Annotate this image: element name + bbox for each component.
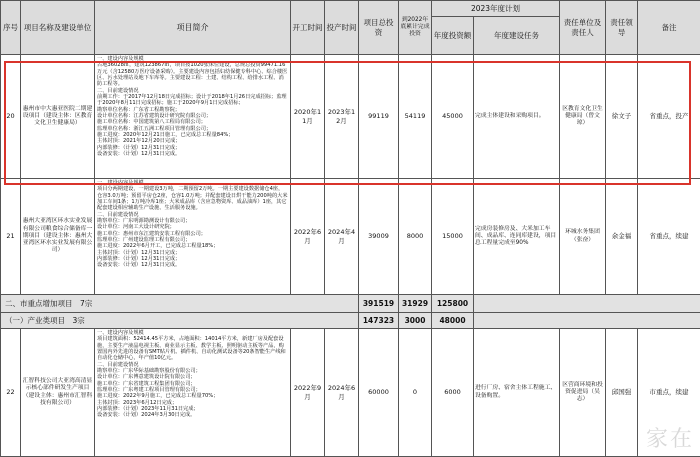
row-seq: 22 <box>1 329 21 457</box>
header-name: 项目名称及建设单位 <box>21 1 95 55</box>
row-intro: 一、建设内容及规模 项目建筑面积：52414.45平方米，占地面积：14014平方米，新建厂房及配套设施，主要生产液晶电视主板、商业显示主板、教学主板、照明驱动主板等产品，购置国内外先进的设备有SMT贴片机、插件机、自动化测试设备等20条智能生产线和自动化仓储中心，年产值10亿元。 二、目前建设情况 勘察单位：广东华际基础勘察股份有限公司； 设计单位：广东博意建筑设计院有限公司； 施工单位：广东省建筑工程集团有限公司； 监理单位：广东粤建工程项目管理有限公司； 施工进度：2022年9月施工，已完成总工程量70%； 主体封顶：2023年6月12日完成； 内部装修：（计划）2023年11月31日完成； 设备安装：（计划）2024年3月30日完成。 <box>95 329 291 457</box>
row-plan-task: 进行厂房、宿舍主体工程施工、设备购置。 <box>474 329 560 457</box>
row-plan-task: 完成房装修房及、大米加工车间、成品库、连同库建设，项目总工程量完成至90% <box>474 179 560 295</box>
row-unit: 区教育文化卫生健康局（曾文琼） <box>560 55 606 179</box>
header-plan-task: 年度建设任务 <box>474 17 560 55</box>
header-cum: 到2022年底累计完成投资 <box>399 1 432 55</box>
row-cum: 8000 <box>399 179 432 295</box>
row-name: 惠州市中大惠亚医院二期建设项目（建设主体：区教育文化卫生健康局） <box>21 55 95 179</box>
header-seq: 序号 <box>1 1 21 55</box>
row-total: 99119 <box>359 55 399 179</box>
row-unit: 区营商环境和投资促进局（吴志） <box>560 329 606 457</box>
row-plan-invest: 15000 <box>432 179 474 295</box>
row-unit: 环城水务集团（张奋） <box>560 179 606 295</box>
row-start: 2022年9月 <box>291 329 325 457</box>
row-finish: 2023年12月 <box>325 55 359 179</box>
row-start: 2020年11月 <box>291 55 325 179</box>
table-row <box>1 55 700 179</box>
section-plan: 48000 <box>432 313 474 329</box>
section-label: 二、市重点增加项目 7宗 <box>1 295 359 313</box>
header-start: 开工时间 <box>291 1 325 55</box>
row-total: 60000 <box>359 329 399 457</box>
section-row <box>1 295 700 313</box>
table-row <box>1 329 700 457</box>
row-cum: 54119 <box>399 55 432 179</box>
header-intro: 项目简介 <box>95 1 291 55</box>
header-total: 项目总投资 <box>359 1 399 55</box>
section-row <box>1 313 700 329</box>
row-intro: 一、建设内容及规模 占地36028㎡，建筑123867㎡，项目按1020张床位建设，总规总投资99471.16万元（含12580万医疗设备采购）。主要建设内容包括妇幼保健专科中心、综合楼医区、污水处理站及地下车库等。主要建设工程：土建、结构工程、给排水工程、消防工程等。 二、目前建设情况 前期工作：于2017年12月18日完成招标；设计于2018年1月26日完成招标；监理于2020年8月11日完成招标；施工于2020年9月1日完成招标； 勘察单位名称：广东省工程勘察院； 设计单位名称：江苏省建筑设计研究院有限公司； 施工单位名称：中国建筑第八工程局有限公司； 监理单位名称：浙江五洲工程项目管理有限公司； 施工进度：2020年12月21日施工，已完成总工程量84%； 主体封顶：2021年12月20日完成； 内部装修：（计划）12月31日完成； 设备安装：（计划）12月31日完成。 <box>95 55 291 179</box>
row-total: 39009 <box>359 179 399 295</box>
row-note: 省重点，续建 <box>638 179 700 295</box>
section-empty <box>474 313 700 329</box>
table-row <box>1 179 700 295</box>
header-finish: 投产时间 <box>325 1 359 55</box>
section-total: 147323 <box>359 313 399 329</box>
row-finish: 2024年6月 <box>325 329 359 457</box>
row-leader: 徐文子 <box>606 55 638 179</box>
row-name: 汇智科技公司大亚湾高清显示核心部件研发生产项目（建设主体：惠州市汇智科技有限公司） <box>21 329 95 457</box>
header-unit: 责任单位及责任人 <box>560 1 606 55</box>
watermark: 家在 <box>645 427 694 452</box>
row-cum: 0 <box>399 329 432 457</box>
row-finish: 2024年4月 <box>325 179 359 295</box>
section-total: 391519 <box>359 295 399 313</box>
row-note: 省重点，投产 <box>638 55 700 179</box>
row-intro: 一、建设内容及规模 项目分两期建设，一期建设3万吨，二期预留2万吨。一期主要建设数据储仓4座，仓容3.0万吨；预留平房仓2座，仓容1.0万吨；并配套建设日烘干能力200吨的大米加工车间1条；1万吨冷库1座；大米成品库（含应急物资库、成品油库）1座，其它配套建设相应辅助生产设施、生活服务设施。 二、目前建设情况 勘察单位：广东明源勘测设计有限公司； 设计单位：河南工大设计研究院； 施工单位：惠州市东江建筑安装工程有限公司； 监理单位：广州建设监理工程有限公司； 施工进度：2022年6月开工，已完成总工程量18%； 主体封顶：（计划）12月31日完成； 内部装修：（计划）12月31日完成； 设备安装：（计划）12月31日完成。 <box>95 179 291 295</box>
row-seq: 21 <box>1 179 21 295</box>
header-leader: 责任领导 <box>606 1 638 55</box>
row-plan-invest: 45000 <box>432 55 474 179</box>
section-empty <box>474 295 700 313</box>
row-plan-invest: 6000 <box>432 329 474 457</box>
row-leader: 邱国强 <box>606 329 638 457</box>
header-note: 备注 <box>638 1 700 55</box>
row-start: 2022年6月 <box>291 179 325 295</box>
section-plan: 125800 <box>432 295 474 313</box>
section-cum: 31929 <box>399 295 432 313</box>
section-cum: 3000 <box>399 313 432 329</box>
row-name: 惠州大亚湾区环水实业发展有限公司粮食综合储备库一期项目（建设主体：惠州大亚湾区环水实业发展有限公司） <box>21 179 95 295</box>
header-plan: 2023年度计划 <box>432 1 560 17</box>
row-seq: 20 <box>1 55 21 179</box>
row-note: 市重点，续建 <box>638 329 700 457</box>
row-leader: 余金福 <box>606 179 638 295</box>
row-plan-task: 完成主体建设和采购项目。 <box>474 55 560 179</box>
header-plan-invest: 年度投资额 <box>432 17 474 55</box>
section-label: （一）产业类项目 3宗 <box>1 313 359 329</box>
